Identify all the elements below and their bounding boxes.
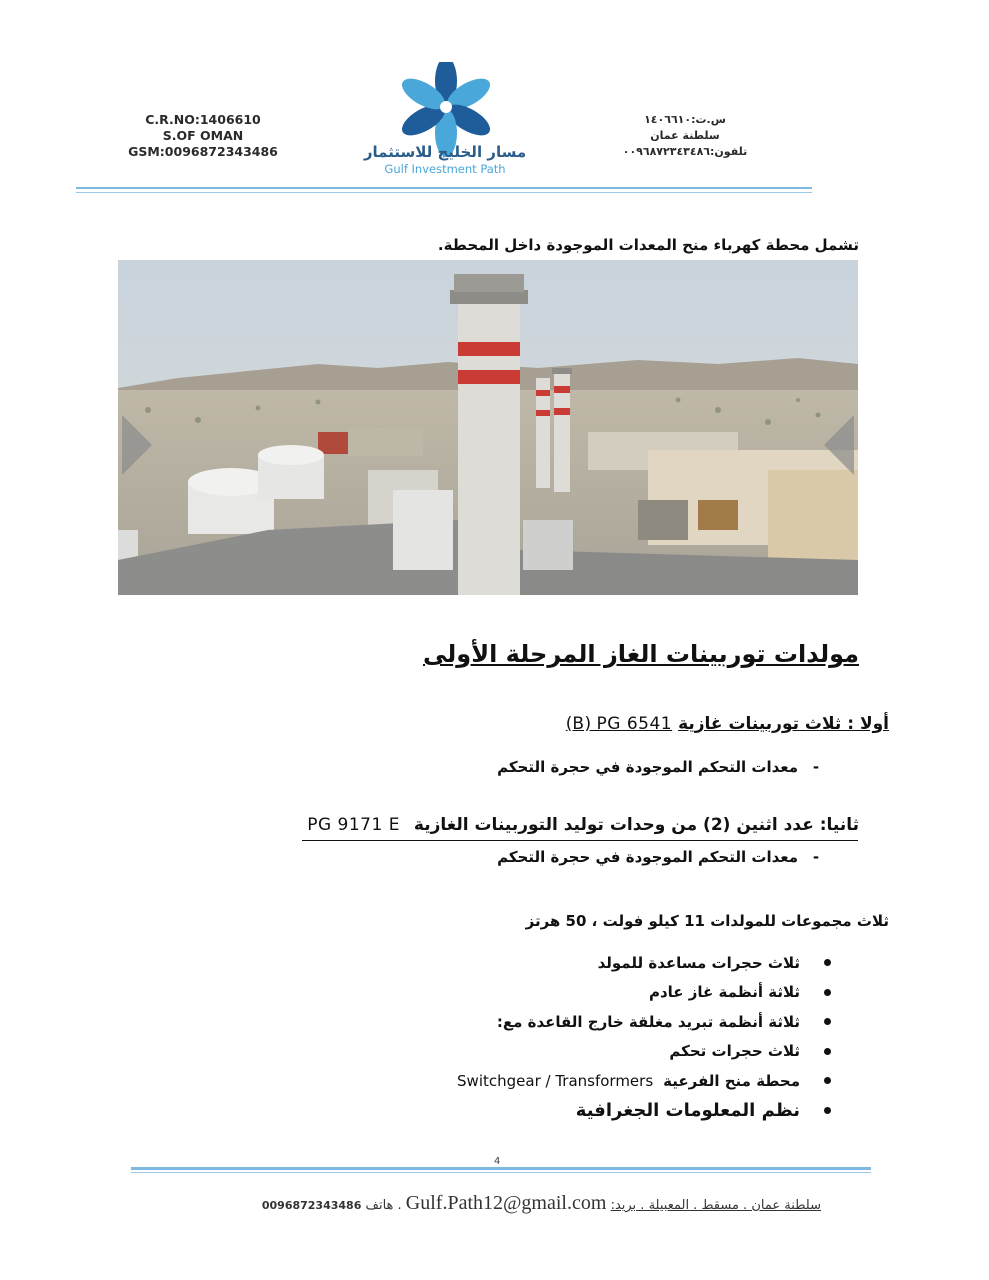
- list-item: [231, 978, 831, 1008]
- header-divider-thin: [76, 192, 812, 193]
- list-item: [231, 948, 831, 978]
- cr-number: C.R.NO:1406610: [145, 112, 261, 127]
- country-ar: سلطنة عمان: [650, 129, 720, 142]
- list-item-text: ثلاثة أنظمة غاز عادم: [648, 983, 800, 1002]
- header-divider: [76, 187, 812, 189]
- footer-divider-thin: [131, 1172, 871, 1173]
- section-2-item: [497, 848, 834, 866]
- section-1-item-text: معدات التحكم الموجودة في حجرة التحكم: [497, 758, 798, 776]
- list-item-text: ثلاثة أنظمة تبريد مغلقة خارج القاعدة مع:: [496, 1012, 800, 1031]
- list-item: [231, 1096, 831, 1126]
- page-number: 4: [494, 1156, 501, 1167]
- section-2-label: ثانيا: عدد اثنين (2) من وحدات توليد التوربينات الغازية: [413, 815, 859, 835]
- bullet-icon: [824, 959, 831, 966]
- bullet-icon: [824, 1077, 831, 1084]
- footer-phone-label: . هاتف: [365, 1198, 402, 1213]
- dash-bullet: -: [812, 758, 820, 776]
- section-1-label: أولا : ثلاث توربينات غازية: [678, 714, 889, 734]
- gsm-number: GSM:0096872343486: [128, 144, 278, 159]
- list-item-text: نظم المعلومات الجغرافية: [575, 1099, 800, 1121]
- footer-contact: [262, 1192, 821, 1215]
- footer-address: سلطنة عمان . مسقط . المعبيلة . بريد:: [610, 1198, 821, 1213]
- equipment-list: [231, 948, 831, 1125]
- list-item-text: محطة منح الفرعية: [663, 1071, 800, 1090]
- list-item: [231, 1066, 831, 1096]
- page-title: مولدات توربينات الغاز المرحلة الأولى: [423, 640, 859, 668]
- list-item-english: Switchgear / Transformers: [457, 1071, 654, 1090]
- section-1-code: (B) PG 6541: [565, 714, 673, 734]
- logo-english-name: Gulf Investment Path: [384, 162, 506, 176]
- intro-text: تشمل محطة كهرباء منح المعدات الموجودة داخل المحطة.: [437, 236, 859, 254]
- section-1-heading: [566, 714, 889, 734]
- dash-bullet: -: [812, 848, 820, 866]
- footer-divider: [131, 1167, 871, 1170]
- list-item: [231, 1037, 831, 1067]
- section-2-code: PG 9171 E: [307, 815, 400, 835]
- footer-email[interactable]: Gulf.Path12@gmail.com: [405, 1192, 607, 1214]
- list-item-text: ثلاث حجرات تحكم: [669, 1042, 800, 1061]
- bullet-icon: [824, 1048, 831, 1055]
- header-right-info: [600, 112, 770, 160]
- section-1-item: [497, 758, 834, 776]
- phone-ar: تلفون:٠٠٩٦٨٧٢٣٤٣٤٨٦: [622, 145, 748, 158]
- list-item-text: ثلاث حجرات مساعدة للمولد: [597, 953, 800, 972]
- list-item: [231, 1007, 831, 1037]
- bullet-icon: [824, 1018, 831, 1025]
- bullet-icon: [824, 989, 831, 996]
- header-left-info: [118, 112, 288, 160]
- generator-groups-heading: ثلاث مجموعات للمولدات 11 كيلو فولت ، 50 هرتز: [525, 912, 889, 930]
- bullet-icon: [824, 1107, 831, 1114]
- section-2-heading: [307, 815, 859, 835]
- footer-phone: 0096872343486: [261, 1199, 362, 1212]
- cr-number-ar: س.ت:١٤٠٦٦١٠: [644, 113, 726, 126]
- country: S.OF OMAN: [162, 128, 244, 143]
- section-2-item-text: معدات التحكم الموجودة في حجرة التحكم: [497, 848, 798, 866]
- section-2-underline: [302, 840, 858, 841]
- logo-arabic-name: مسار الخليج للاستثمار: [363, 143, 527, 161]
- power-station-photo: [118, 260, 858, 595]
